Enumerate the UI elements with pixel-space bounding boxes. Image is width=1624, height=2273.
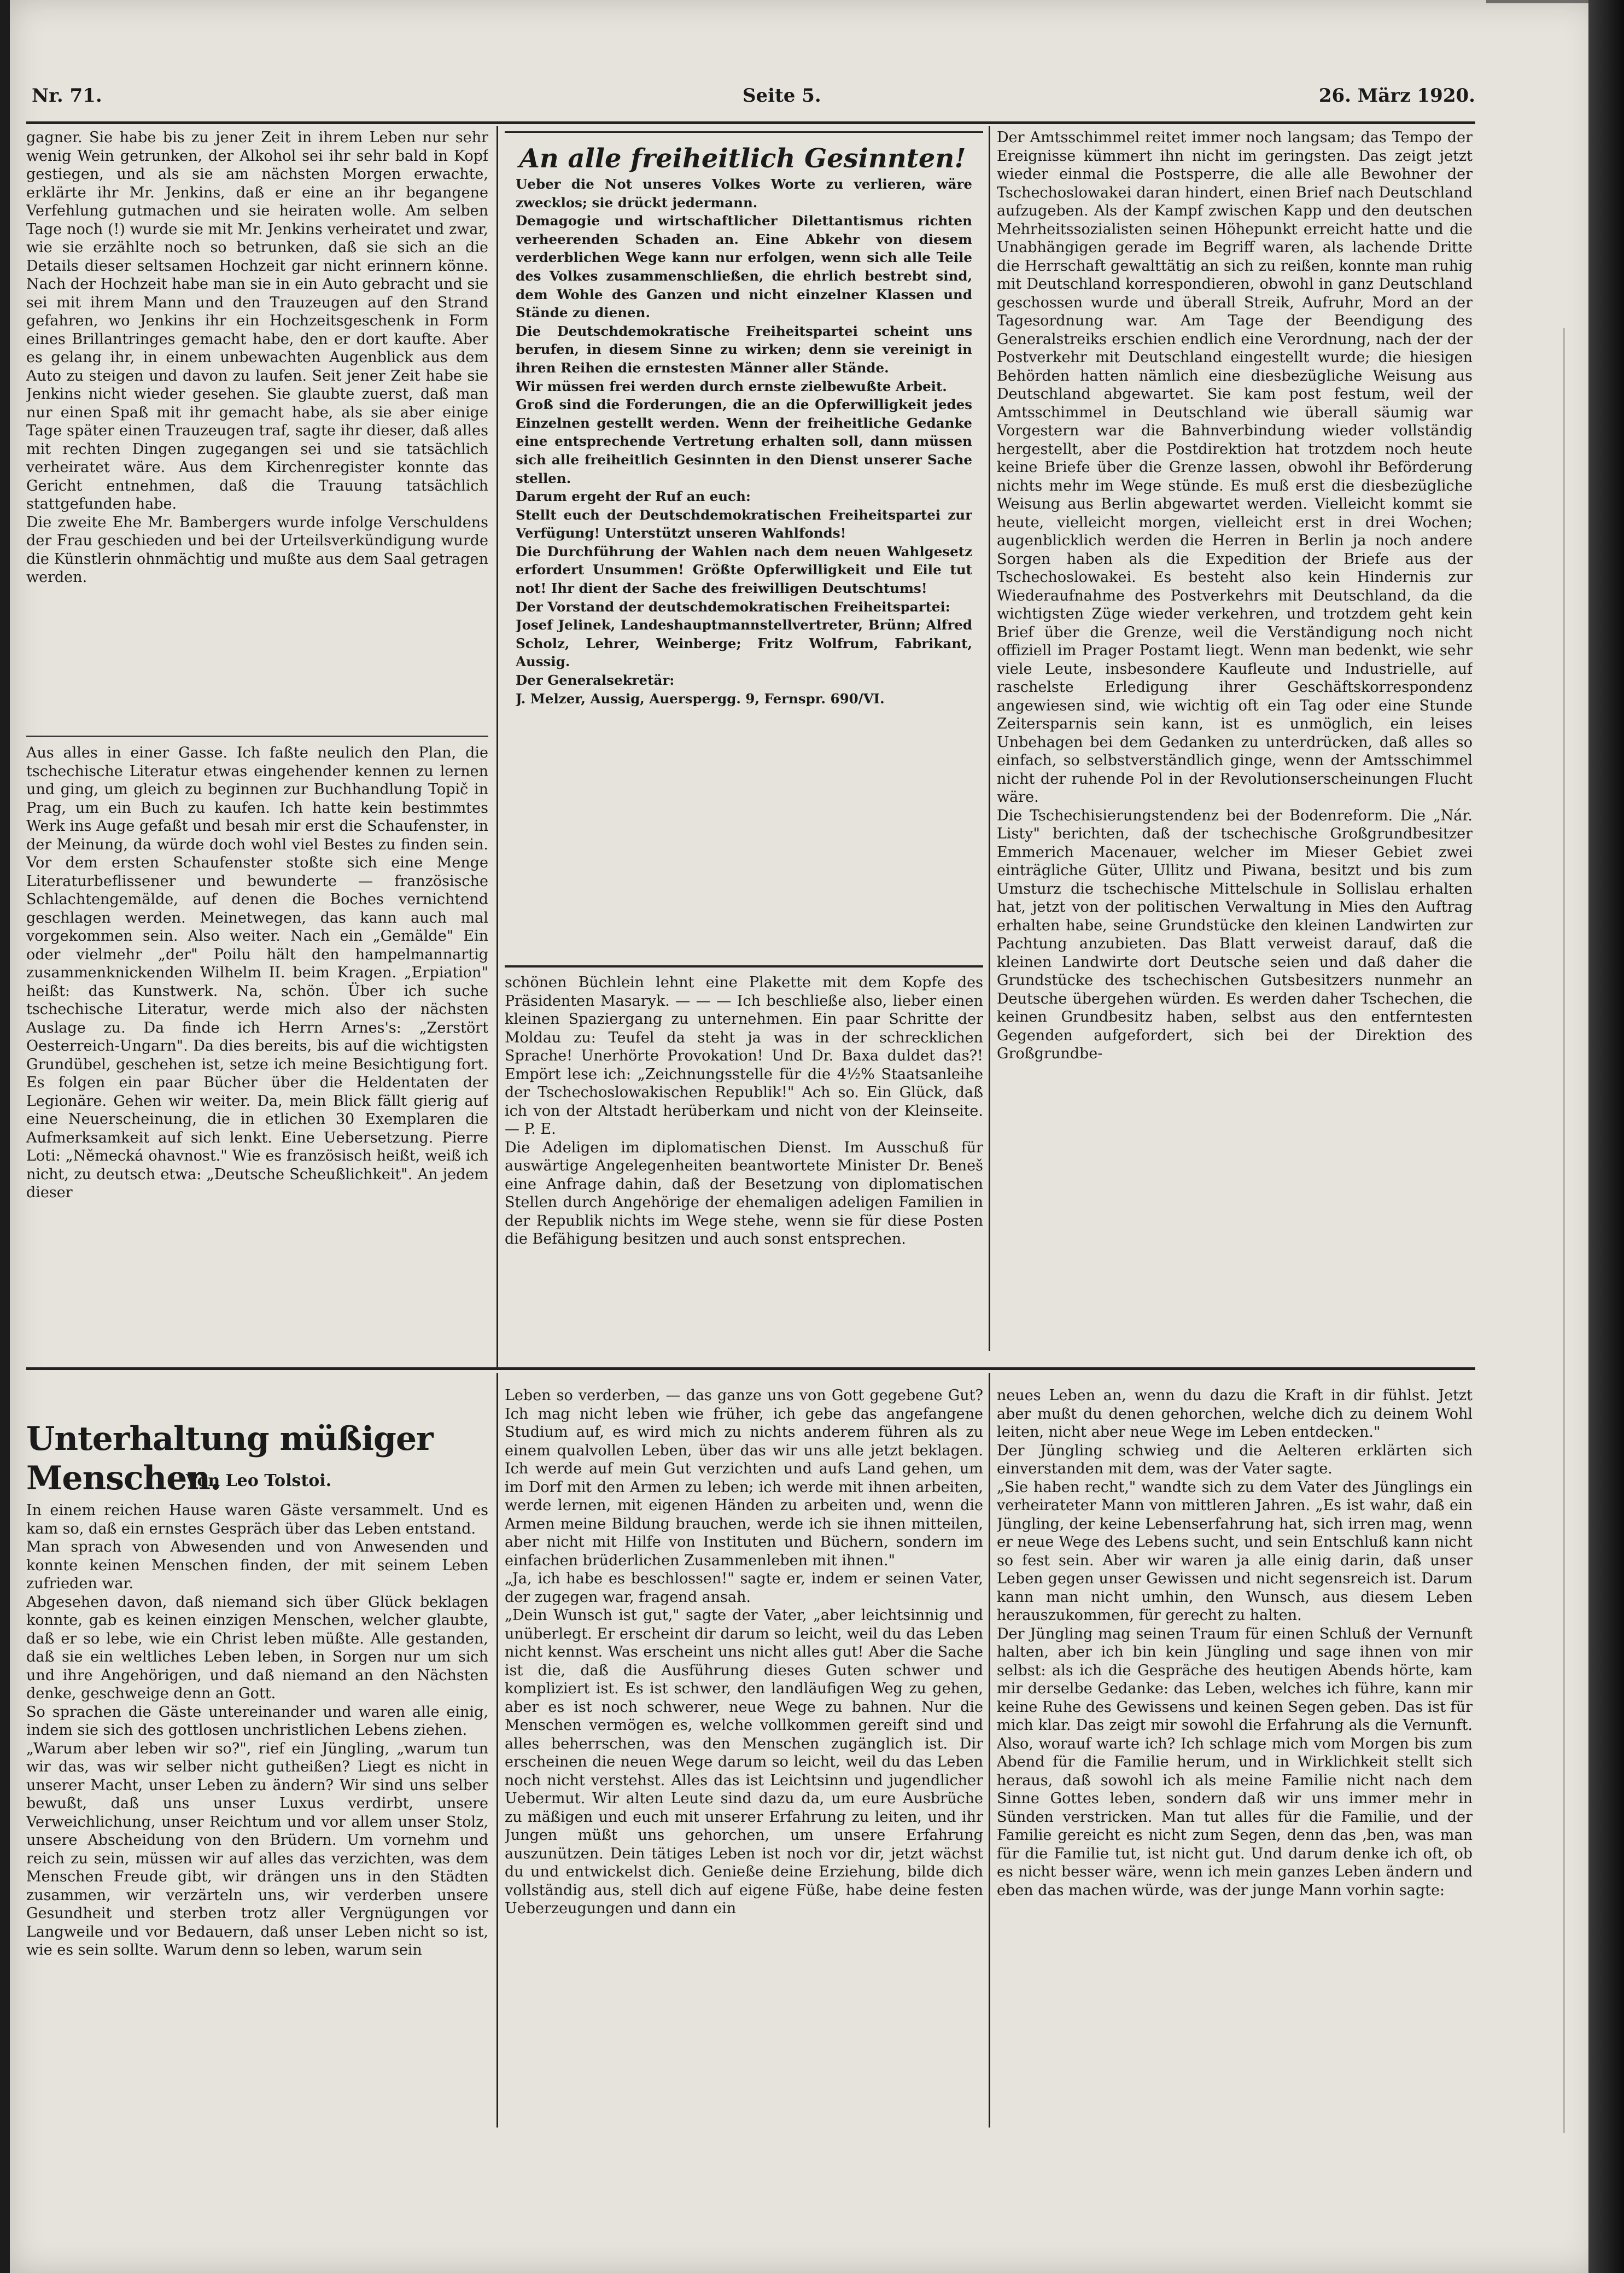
header-rule (26, 121, 1475, 124)
appeal-box-border (505, 965, 983, 968)
story-title: Unterhaltung müßiger Menschen. (26, 1420, 433, 1497)
article-amtsschimmel: Der Amtsschimmel reitet immer noch langsam; das Tempo der Ereignisse kümmert ihn nicht im geringsten. Das zeigt jetzt wieder einmal die Postsperre, die alle alle Bewohner der Tschechoslowakei daran hindert, einen Brief nach Deutschland aufzugeben. Als der Kampf zwischen Kapp und den deutschen Mehrheitssozialisten seinen Höhepunkt erreicht hatte und die Unabhängigen gerade im Begriff waren, als lachende Dritte die Herrschaft gewalttätig an sich zu reißen, konnte man ruhig mit Deutschland korrespondieren, obwohl in ganz Deutschland geschossen wurde und überall Streik, Aufruhr, Mord an der Tagesordnung war. Am Tage der Beendigung des Generalstreiks erschien endlich eine Verordnung, nach der der Postverkehr mit Deutschland eingestellt wurde; die hiesigen Behörden hatten nämlich eine diesbezügliche Weisung aus Deutschland abgewartet. Sie kam post festum, weil der Amtsschimmel in Deutschland wie überall säumig war Vorgestern war die Bahnverbindung wieder vollständig hergestellt, aber die Postdirektion hat trotzdem noch heute keine Briefe über die Grenze lassen, obwohl ihr Beförderung nichts mehr im Wege stünde. Es muß erst die diesbezügliche Weisung aus Berlin abgewartet werden. Vielleicht kommt sie heute, vielleicht morgen, vielleicht erst in drei Wochen; augenblicklich werden die Herren in Berlin ja noch andere Sorgen haben als die Expedition der Briefe aus der Tschechoslowakei. Es besteht also kein Hindernis zur Wiederaufnahme des Postverkehrs mit Deutschland, da die wichtigsten Züge wieder verkehren, und trotzdem geht kein Brief über die Grenze, weil die Verständigung noch nicht offiziell im Prager Postamt liegt. Wenn man bedenkt, wie sehr viele Leute, insbesondere Kaufleute und Industrielle, auf raschelste Erledigung ihrer Geschäftskorrespondenz angewiesen sind, wie wichtig oft ein Tag oder eine Stunde Zeitersparnis sein kann, ist es unmöglich, ein leises Unbehagen bei dem Gedanken zu unterdrücken, daß alles so einfach, so selbstverständlich ginge, wenn der Amtsschimmel nicht der ruhende Pol in der Revolutionserscheinungen Flucht wäre. Die Tschechisierungstendenz bei der Bodenreform. Die „Nár. Listy" berichten, daß der tschechische Großgrundbesitzer Emmerich Macenauer, welcher im Mieser Gebiet zwei einträgliche Güter, Ullitz und Piwana, besitzt und bis zum Umsturz die tschechische Mittelschule in Sollislau erhalten hat, jetzt von der politischen Verwaltung in Mies den Auftrag erhalten habe, seine Grundstücke den kleinen Landwirten zur Pachtung anzubieten. Das Blatt verweist darauf, daß die kleinen Landwirte dort Deutsche seien und daß daher die Grundstücke des tschechischen Gutsbesitzers nunmehr an Deutsche übergehen würden. Es werden daher Tschechen, die keinen Grundbesitz haben, selbst aus den entferntesten Gegenden aufgefordert, sich bei der Direktion des Großgrundbe- (997, 129, 1473, 1062)
page-number: Seite 5. (743, 85, 821, 107)
story-column-3: neues Leben an, wenn du dazu die Kraft in dir fühlst. Jetzt aber mußt du denen gehorchen, welche dich zu deinem Wohl leiten, nicht aber neue Wege im Leben entdecken." Der Jüngling schwieg und die Aelteren erklärten sich einverstanden mit dem, was der Vater sagte. „Sie haben recht," wandte sich zu dem Vater des Jünglings ein verheirateter Mann von mittleren Jahren. „Es ist wahr, daß ein Jüngling, der keine Lebenserfahrung hat, sich irren mag, wenn er neue Wege des Lebens sucht, und sein Entschluß kann nicht so fest sein. Aber wir waren ja alle einig darin, daß unser Leben gegen unser Gewissen und nicht segensreich ist. Darum kann man nicht umhin, den Wunsch, aus diesem Leben herauszukommen, für gerecht zu halten. Der Jüngling mag seinen Traum für einen Schluß der Vernunft halten, aber ich bin kein Jüngling und sage ihnen von mir selbst: als ich die Gespräche des heutigen Abends hörte, kam mir derselbe Gedanke: das Leben, welches ich führe, kann mir keine Ruhe des Gewissens und keinen Segen geben. Das ist für mich klar. Das zeigt mir sowohl die Erfahrung als die Vernunft. Also, worauf warte ich? Ich schlage mich vom Morgen bis zum Abend für die Familie herum, und in Wirklichkeit stellt sich heraus, daß sowohl ich als meine Familie nicht nach dem Sinne Gottes leben, sondern daß wir uns immer mehr in Sünden verstricken. Man tut alles für die Familie, und der Familie gereicht es nicht zum Segen, denn das ‚ben, was man für die Familie tut, ist nicht gut. Und darum denke ich oft, ob es nicht besser wäre, wenn ich mein ganzes Leben ändern und eben das machen würde, was der junge Mann vorhin sagte: (997, 1387, 1473, 1899)
column-rule (989, 1373, 990, 2128)
article-divorce-continued: gagner. Sie habe bis zu jener Zeit in ihrem Leben nur sehr wenig Wein getrunken, der Alkohol sei ihr sehr bald in Kopf gestiegen, und als sie am nächsten Morgen erwachte, erklärte ihr Mr. Jenkins, daß er eine an ihr begangene Verfehlung gutmachen und sie heiraten wolle. Am selben Tage noch (!) wurde sie mit Mr. Jenkins verheiratet und zwar, wie sie erzählte noch so betrunken, daß sie sich an die Details dieser seltsamen Hochzeit gar nicht erinnern könne. Nach der Hochzeit habe man sie in ein Auto gebracht und sie sei mit ihrem Mann und den Trauzeugen auf den Strand gefahren, wo Jenkins ihr ein Hochzeitsgeschenk in Form eines Brillantringes gemacht habe, den er dort kaufte. Aber es gelang ihr, in einem unbewachten Augenblick aus dem Auto zu steigen und davon zu laufen. Seit jener Zeit habe sie Jenkins nicht wieder gesehen. Sie glaubte zuerst, daß man nur einen Spaß mit ihr gemacht habe, als sie aber einige Tage später einen Trauzeugen traf, sagte ihr dieser, daß alles mit rechten Dingen zugegangen sei und sie tatsächlich verheiratet wäre. Aus dem Kirchenregister konnte das Gericht entnehmen, daß die Trauung tatsächlich stattgefunden habe. Die zweite Ehe Mr. Bambergers wurde infolge Verschuldens der Frau geschieden und bei der Urteilsverkündigung wurde die Künstlerin ohnmächtig und mußte aus dem Saal getragen werden. (26, 129, 488, 586)
appeal-title: An alle freiheitlich Gesinnten! (519, 143, 966, 174)
page-header (32, 79, 1475, 118)
ink-smudge (1486, 0, 1598, 3)
story-column-2: Leben so verderben, — das ganze uns von Gott gegebene Gut? Ich mag nicht leben wie früher, ich gebe das angefangene Studium auf, es wird mich zu nichts anderem führen als zu einem qualvollen Leben, über das wir uns alle jetzt beklagen. Ich werde auf mein Gut verzichten und aufs Land gehen, um im Dorf mit den Armen zu leben; ich werde mit ihnen arbeiten, werde lernen, mit eigenen Händen zu arbeiten und, wenn die Armen meine Bildung brauchen, werde ich sie ihnen mitteilen, aber nicht mit Hilfe von Instituten und Büchern, sondern im einfachen brüderlichen Zusammenleben mit ihnen." „Ja, ich habe es beschlossen!" sagte er, indem er seinen Vater, der zugegen war, fragend ansah. „Dein Wunsch ist gut," sagte der Vater, „aber leichtsinnig und unüberlegt. Er erscheint dir darum so leicht, weil du das Leben nicht kennst. Was erscheint uns nicht alles gut! Aber die Sache ist die, daß die Ausführung dieses Guten schwer und kompliziert ist. Es ist schwer, den landläufigen Weg zu gehen, aber es ist noch schwerer, neue Wege zu bahnen. Nur die Menschen vermögen es, welche vollkommen gereift sind und alles beherrschen, was den Menschen zugänglich ist. Dir erscheinen die neuen Wege darum so leicht, weil du das Leben noch nicht verstehst. Alles das ist Leichtsinn und jugendlicher Uebermut. Wir alten Leute sind dazu da, um eure Ausbrüche zu mäßigen und euch mit unserer Erfahrung zu leiten, und ihr Jungen müßt uns gehorchen, um unsere Erfahrung auszunützen. Dein tätiges Leben ist noch vor dir, jetzt wächst du und entwickelst dich. Genieße deine Erziehung, bilde dich vollständig aus, stell dich auf eigene Füße, habe deine festen Ueberzeugungen und dann ein (505, 1387, 983, 1917)
issue-date: 26. März 1920. (1318, 85, 1475, 107)
column-rule (496, 1373, 498, 2128)
story-byline: Von Leo Tolstoi. (185, 1471, 332, 1490)
scan-border (1588, 0, 1624, 2273)
issue-number: Nr. 71. (32, 85, 102, 107)
article-plakette-and-diplomats: schönen Büchlein lehnt eine Plakette mit dem Kopfe des Präsidenten Masaryk. — — — Ich beschließe also, lieber einen kleinen Spaziergang zu unternehmen. Ein paar Schritte der Moldau zu: Teufel da steht ja was in der schrecklichen Sprache! Unerhörte Provokation! Und Dr. Baxa duldet das?! Empört lese ich: „Zeichnungsstelle für die 4½% Staatsanleihe der Tschechoslowakischen Republik!" Ach so. Ein Glück, daß ich von der Altstadt herüberkam und nicht von der Kleinseite. — P. E. Die Adeligen im diplomatischen Dienst. Im Ausschuß für auswärtige Angelegenheiten beantwortete Minister Dr. Beneš eine Anfrage dahin, daß der Besetzung von diplomatischen Stellen durch Angehörige der ehemaligen adeligen Familien in der Republik nichts im Wege stehe, wenn sie für diese Posten die Befähigung besitzen und auch sonst entsprechen. (505, 974, 983, 1248)
appeal-box-border (505, 131, 983, 133)
section-rule (26, 1367, 1475, 1370)
article-bookshop: Aus alles in einer Gasse. Ich faßte neulich den Plan, die tschechische Literatur etwas eingehender kennen zu lernen und ging, um gleich zu beginnen zur Buchhandlung Topič in Prag, um ein Buch zu kaufen. Ich hatte kein bestimmtes Werk ins Auge gefaßt und besah mir erst die Schaufenster, in der Meinung, da würde doch wohl viel Bestes zu finden sein. Vor dem ersten Schaufenster stoßte sich eine Menge Literaturbeflissener und bewunderte — französische Schlachtengemälde, auf denen die Boches vernichtend geschlagen werden. Meinetwegen, das kann auch mal vorgekommen sein. Also weiter. Nach ein „Gemälde" Ein oder vielmehr „der" Poilu hält den hampelmannartig zusammenknickenden Wilhelm II. beim Kragen. „Erpiation" heißt: das Kunstwerk. Na, schön. Über ich suche tschechische Literatur, werde mich also der nächsten Auslage zu. Da finde ich Herrn Arnes's: „Zerstört Oesterreich-Ungarn". Da dies bereits, bis auf die wichtigsten Grundübel, geschehen ist, setze ich meine Besichtigung fort. Es folgen ein paar Bücher über die Heldentaten der Legionäre. Gehen wir weiter. Da, mein Blick fällt gierig auf eine Neuerscheinung, die in etlichen 30 Exemplaren die Aufmerksamkeit auf sich lenkt. Eine Uebersetzung. Pierre Loti: „Německá ohavnost." Wie es französisch heißt, weiß ich nicht, zu deutsch etwa: „Deutsche Scheußlichkeit". An jedem dieser (26, 744, 488, 1201)
column-rule (989, 126, 990, 1351)
story-column-1: In einem reichen Hause waren Gäste versammelt. Und es kam so, daß ein ernstes Gespräch über das Leben entstand. Man sprach von Abwesenden und von Anwesenden und konnte keinen Menschen finden, der mit seinem Leben zufrieden war. Abgesehen davon, daß niemand sich über Glück beklagen konnte, gab es keinen einzigen Menschen, welcher glaubte, daß er so lebe, wie ein Christ leben müßte. Alle gestanden, daß sie ein weltliches Leben leben, in Sorgen nur um sich und ihre Angehörigen, und daß niemand an den Nächsten denke, geschweige denn an Gott. So sprachen die Gäste untereinander und waren alle einig, indem sie sich des gottlosen unchristlichen Lebens ziehen. „Warum aber leben wir so?", rief ein Jüngling, „warum tun wir das, was wir selber nicht gutheißen? Liegt es nicht in unserer Macht, unser Leben zu ändern? Wir sind uns selber bewußt, daß uns unser Luxus verdirbt, unsere Verweichlichung, unser Reichtum und vor allem unser Stolz, unsere Abscheidung von den Brüdern. Um vornehm und reich zu sein, müssen wir auf alles das verzichten, was dem Menschen Freude gibt, wir drängen uns in den Städten zusammen, wir verzärteln uns, wir verderben unsere Gesundheit und sterben trotz aller Vergnügungen vor Langweile und vor Bedauern, daß unser Leben nicht so ist, wie es sein sollte. Warum denn so leben, warum sein (26, 1502, 488, 1959)
newspaper-page (10, 0, 1598, 2273)
appeal-body: Ueber die Not unseres Volkes Worte zu verlieren, wäre zwecklos; sie drückt jedermann. Demagogie und wirtschaftlicher Dilettantismus richten verheerenden Schaden an. Eine Abkehr von diesem verderblichen Wege kann nur erfolgen, wenn sich alle Teile des Volkes zusammenschließen, die ehrlich bestrebt sind, dem Wohle des Ganzen und nicht einzelner Klassen und Stände zu dienen. Die Deutschdemokratische Freiheitspartei scheint uns berufen, in diesem Sinne zu wirken; denn sie vereinigt in ihren Reihen die ernstesten Männer aller Stände. Wir müssen frei werden durch ernste zielbewußte Arbeit. Groß sind die Forderungen, die an die Opferwilligkeit jedes Einzelnen gestellt werden. Wenn der freiheitliche Gedanke eine entsprechende Vertretung erhalten soll, dann müssen sich alle freiheitlich Gesinnten in den Dienst unserer Sache stellen. Darum ergeht der Ruf an euch: Stellt euch der Deutschdemokratischen Freiheitspartei zur Verfügung! Unterstützt unseren Wahlfonds! Die Durchführung der Wahlen nach dem neuen Wahlgesetz erfordert Unsummen! Größte Opferwilligkeit und Eile tut not! Ihr dient der Sache des freiwilligen Deutschtums! Der Vorstand der deutschdemokratischen Freiheitspartei: Josef Jelinek, Landeshauptmannstellvertreter, Brünn; Alfred Scholz, Lehrer, Weinberge; Fritz Wolfrum, Fabrikant, Aussig. Der Generalsekretär: J. Melzer, Aussig, Auerspergg. 9, Fernspr. 690/VI. (516, 176, 972, 707)
ink-smudge (1563, 328, 1565, 2133)
column-rule (496, 126, 498, 1367)
article-separator (26, 736, 488, 737)
